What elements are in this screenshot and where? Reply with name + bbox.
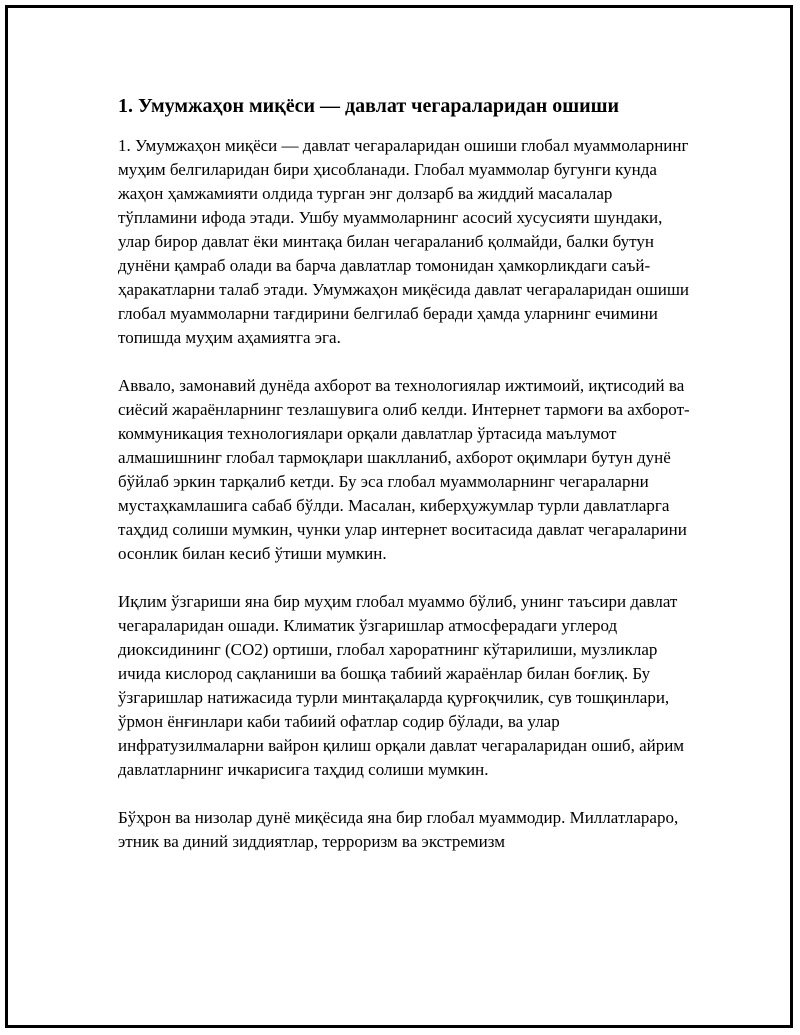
paragraph-3: Иқлим ўзгариши яна бир муҳим глобал муаммо бўлиб, унинг таъсири давлат чегараларидан ошади. Климатик ўзгаришлар атмосферадаги углерод диоксидининг (CO2) ортиши, глобал хароратнинг кўтарилиши, музликлар ичида кислород сақланиши ва бошқа табиий жараёнлар билан боғлиқ. Бу ўзгаришлар натижасида турли минтақаларда қурғоқчилик, сув тошқинлари, ўрмон ёнғинлари каби табиий офатлар содир бўлади, ва улар инфратузилмаларни вайрон қилиш орқали давлат чегараларидан ошиб, айрим давлатларнинг ичкарисига таҳдид солиши мумкин.: [118, 592, 685, 779]
paragraph-1: 1. Умумжаҳон миқёси — давлат чегараларидан ошиши глобал муаммоларнинг муҳим белгиларидан бири ҳисобланади. Глобал муаммолар бугунги кунда жаҳон ҳамжамияти олдида турган энг долзарб ва жиддий масалалар тўпламини ифода этади. Ушбу муаммоларнинг асосий хусусияти шундаки, улар бирор давлат ёки минтақа билан чегараланиб қолмайди, балки бутун дунёни қамраб олади ва барча давлатлар томонидан ҳамкорликдаги саъй-ҳаракатларни талаб этади. Умумжаҳон миқёсида давлат чегараларидан ошиши глобал муаммоларни тағдирини белгилаб беради ҳамда уларнинг ечимини топишда муҳим аҳамиятга эга.: [118, 136, 690, 347]
paragraph-2: Аввало, замонавий дунёда ахборот ва технологиялар ижтимоий, иқтисодий ва сиёсий жараёнларнинг тезлашувига олиб келди. Интернет тармоғи ва ахборот-коммуникация технологиялари орқали давлатлар ўртасида маълумот алмашишнинг глобал тармоқлари шаклланиб, ахборот оқимлари бутун дунё бўйлаб эркин тарқалиб кетди. Бу эса глобал муаммоларнинг чегараларни мустаҳкамлашига сабаб бўлди. Масалан, киберҳужумлар турли давлатларга таҳдид солиши мумкин, чунки улар интернет воситасида давлат чегараларини осонлик билан кесиб ўтиши мумкин.: [118, 376, 690, 563]
section-heading: 1. Умумжаҳон миқёси — давлат чегараларидан ошиши: [118, 95, 620, 117]
document-body: [118, 92, 690, 878]
paragraph-4: Бўҳрон ва низолар дунё миқёсида яна бир глобал муаммодир. Миллатлараро, этник ва диний зиддиятлар, терроризм ва экстремизм: [118, 808, 679, 851]
